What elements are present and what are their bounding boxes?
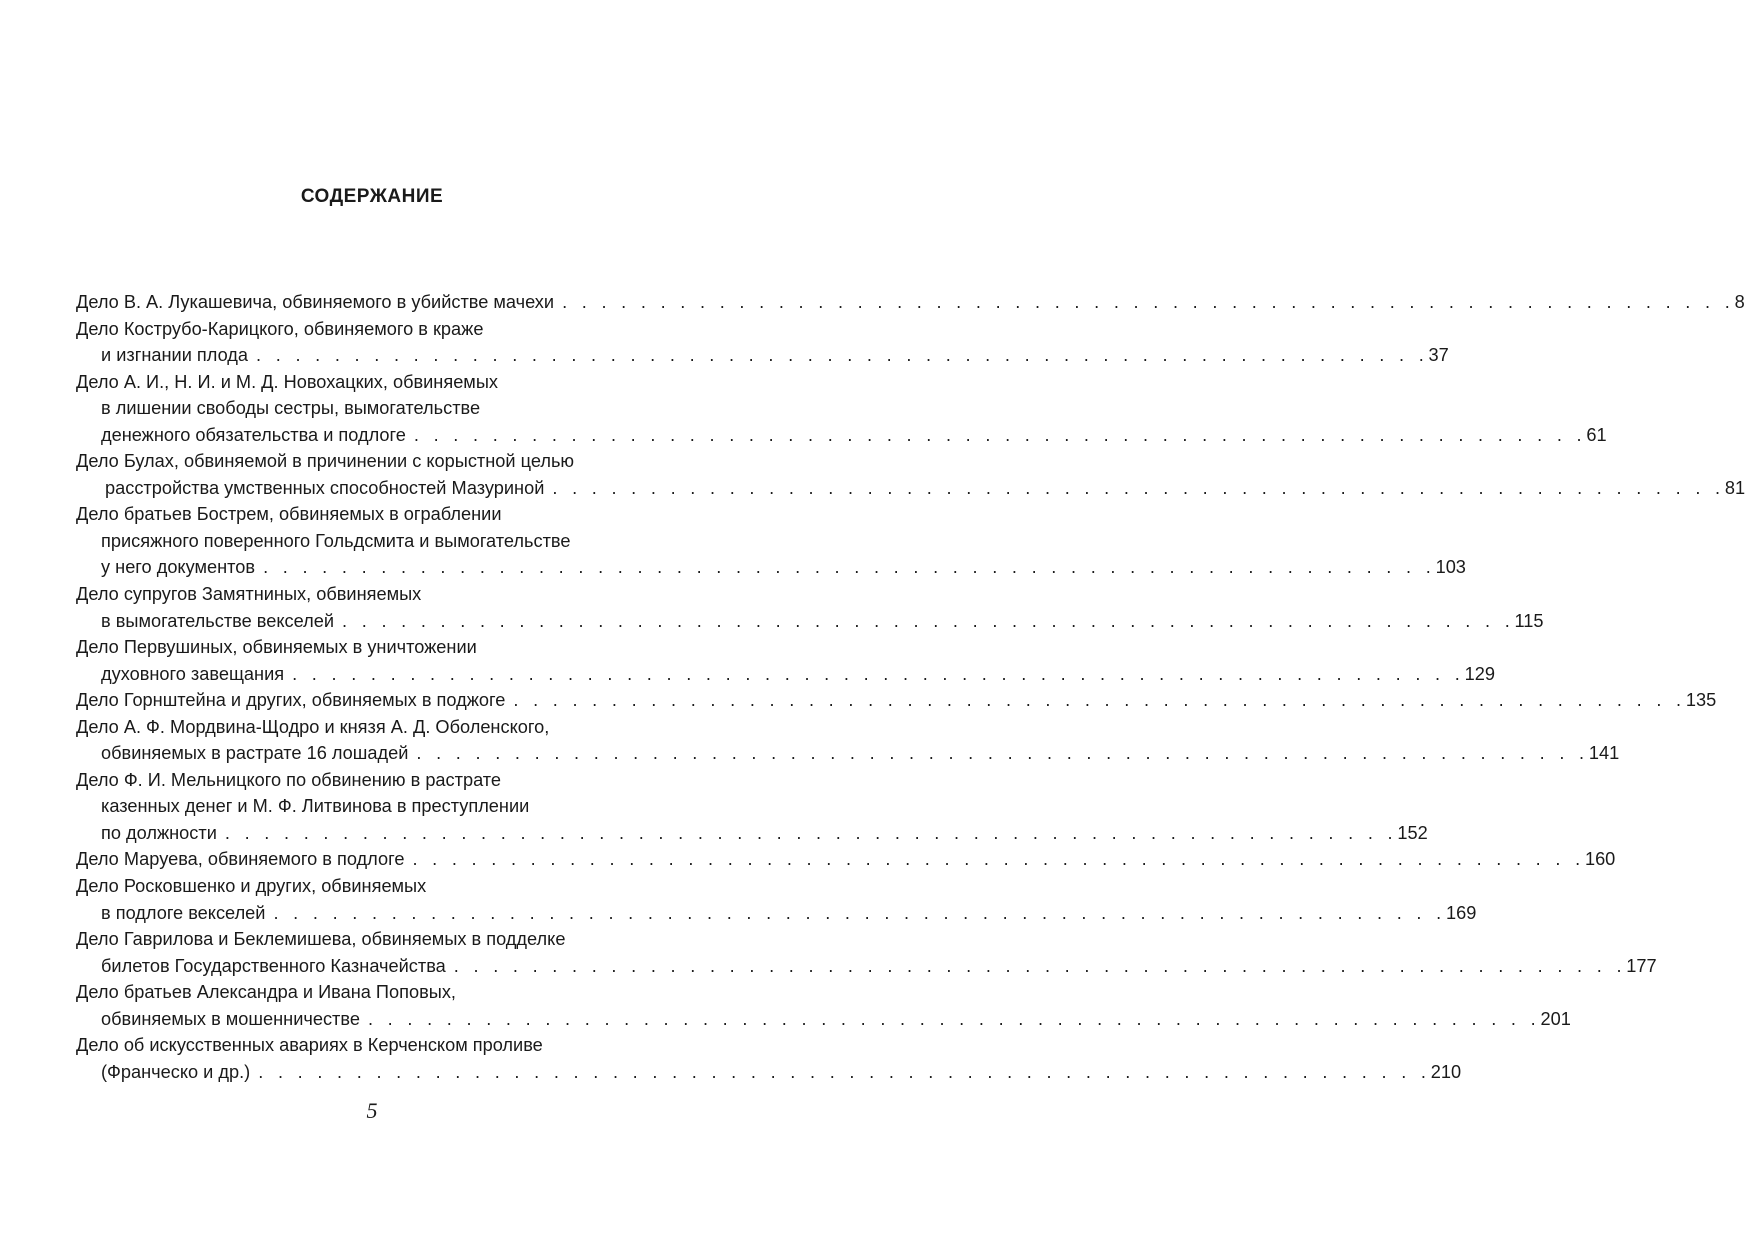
- toc-entry-text: Дело Гаврилова и Беклемишева, обвиняемых в подделке: [76, 929, 566, 950]
- toc-entry-text: расстройства умственных способностей Мазуриной: [105, 477, 545, 498]
- toc-entry-line: [76, 528, 668, 555]
- toc-entry-line: [76, 900, 1477, 927]
- dot-leader: . . . . . . . . . . . . . . . . . . . . . . . . . . . . . . . . . . . . . . . . . . . . . . . . . . . . . . . . . . . .: [453, 955, 1627, 976]
- toc-entry-line: [76, 395, 668, 422]
- toc-entry-line: [76, 608, 1544, 635]
- page-title: СОДЕРЖАНИЕ: [300, 186, 444, 207]
- toc-entry-text: Дело Ф. И. Мельницкого по обвинению в растрате: [76, 769, 502, 790]
- toc-entry-text: Дело Росковшенко и других, обвиняемых: [76, 876, 427, 897]
- toc-entry: [76, 289, 1745, 316]
- toc-entry-page: 141: [1588, 743, 1620, 764]
- toc-entry-page: 8: [1734, 292, 1745, 312]
- toc-entry-text: присяжного поверенного Гольдсмита и вымогательстве: [101, 530, 571, 551]
- dot-leader: . . . . . . . . . . . . . . . . . . . . . . . . . . . . . . . . . . . . . . . . . . . . . . . . . . . . . . . . . . . .: [256, 345, 1429, 366]
- toc-entry-line: [76, 793, 668, 820]
- toc-entry: [76, 316, 1449, 369]
- toc-entry: [76, 687, 1717, 714]
- toc-entry-text: Дело Первушиных, обвиняемых в уничтожении: [76, 637, 477, 658]
- toc-entry-page: 152: [1397, 822, 1428, 843]
- toc-entry-text: Дело Булах, обвиняемой в причинении с корыстной целью: [76, 451, 575, 472]
- toc-entry: [76, 846, 1616, 873]
- toc-entry: [76, 926, 1657, 979]
- dot-leader: . . . . . . . . . . . . . . . . . . . . . . . . . . . . . . . . . . . . . . . . . . . . . . . . . . . . . . . . . . . .: [342, 610, 1515, 631]
- toc-entry-text: Дело братьев Александра и Ивана Поповых,: [76, 982, 456, 1003]
- toc-entry-line: [76, 448, 668, 475]
- toc-entry-line: [76, 1059, 1462, 1086]
- toc-entry-line: [76, 661, 1495, 688]
- dot-leader: . . . . . . . . . . . . . . . . . . . . . . . . . . . . . . . . . . . . . . . . . . . . . . . . . . . . . . . . . . . .: [263, 557, 1436, 578]
- toc-entry-line: [76, 1006, 1571, 1033]
- toc-entry: [76, 979, 1571, 1032]
- dot-leader: . . . . . . . . . . . . . . . . . . . . . . . . . . . . . . . . . . . . . . . . . . . . . . . . . . . . . . . . . . . .: [367, 1008, 1541, 1029]
- toc-entry-text: по должности: [101, 822, 217, 843]
- toc-entry-line: [76, 740, 1620, 767]
- toc-entry: [76, 448, 1745, 501]
- dot-leader: . . . . . . . . . . . . . . . . . . . . . . . . . . . . . . . . . . . . . . . . . . . . . . . . . . . . . . . . . . . .: [562, 292, 1735, 312]
- toc-entry-text: Дело супругов Замятниных, обвиняемых: [76, 584, 422, 605]
- toc-entry-line: [76, 926, 668, 953]
- toc-entry-page: 177: [1626, 955, 1657, 976]
- toc-entry: [76, 767, 1428, 847]
- dot-leader: . . . . . . . . . . . . . . . . . . . . . . . . . . . . . . . . . . . . . . . . . . . . . . . . . . . . . . . . . . . .: [292, 663, 1465, 684]
- toc-entry-text: Дело В. А. Лукашевича, обвиняемого в убийстве мачехи: [76, 292, 555, 312]
- toc-entry-text: обвиняемых в растрате 16 лошадей: [101, 743, 409, 764]
- toc-entry-line: [76, 979, 668, 1006]
- toc-entry: [76, 714, 1620, 767]
- toc-entry-text: денежного обязательства и подлоге: [101, 424, 406, 445]
- toc-entry-text: в лишении свободы сестры, вымогательстве: [101, 398, 481, 419]
- toc-entry-page: 37: [1428, 345, 1449, 366]
- toc-entry-line: [76, 475, 1745, 502]
- toc-entry-line: [76, 342, 1449, 369]
- toc-entry-page: 160: [1584, 849, 1616, 870]
- toc-entry-line: [76, 1032, 668, 1059]
- toc-entry-page: 115: [1514, 610, 1544, 631]
- page-number: 5: [366, 1098, 378, 1123]
- toc-entry-text: Дело Маруева, обвиняемого в подлоге: [76, 849, 405, 870]
- toc-entry-line: [76, 581, 668, 608]
- toc-entry-line: [76, 873, 668, 900]
- toc-entry-line: [76, 820, 1428, 847]
- toc-entry-line: [76, 422, 1607, 449]
- table-of-contents: [76, 289, 1745, 1085]
- toc-entry-line: [76, 714, 668, 741]
- toc-entry-text: Дело А. Ф. Мордвина-Щодро и князя А. Д. Оболенского,: [76, 716, 550, 737]
- toc-entry-text: у него документов: [101, 557, 256, 578]
- toc-entry-page: 129: [1464, 663, 1495, 684]
- toc-entry-text: казенных денег и М. Ф. Литвинова в преступлении: [101, 796, 530, 817]
- toc-entry-text: Дело братьев Бострем, обвиняемых в ограблении: [76, 504, 502, 525]
- dot-leader: . . . . . . . . . . . . . . . . . . . . . . . . . . . . . . . . . . . . . . . . . . . . . . . . . . . . . . . . . . . .: [416, 743, 1589, 764]
- toc-entry-text: духовного завещания: [101, 663, 285, 684]
- toc-entry: [76, 1032, 1462, 1085]
- toc-entry-line: [76, 554, 1466, 581]
- toc-entry-text: в вымогательстве векселей: [101, 610, 335, 631]
- toc-entry: [76, 369, 1607, 449]
- dot-leader: . . . . . . . . . . . . . . . . . . . . . . . . . . . . . . . . . . . . . . . . . . . . . . . . . . . . . . . . . . . .: [513, 690, 1686, 711]
- toc-entry-line: [76, 634, 668, 661]
- toc-entry-text: Дело об искусственных авариях в Керченском проливе: [76, 1035, 543, 1056]
- toc-entry-text: Дело Кострубо-Карицкого, обвиняемого в краже: [76, 318, 484, 339]
- toc-entry-text: и изгнании плода: [101, 345, 249, 366]
- toc-entry-text: Дело А. И., Н. И. и М. Д. Новохацких, обвиняемых: [76, 371, 498, 392]
- toc-entry-line: [76, 687, 1717, 714]
- toc-entry-line: [76, 846, 1616, 873]
- toc-entry-page: 201: [1540, 1008, 1571, 1029]
- toc-entry-text: обвиняемых в мошенничестве: [101, 1008, 360, 1029]
- toc-entry-text: (Франческо и др.): [101, 1061, 251, 1082]
- dot-leader: . . . . . . . . . . . . . . . . . . . . . . . . . . . . . . . . . . . . . . . . . . . . . . . . . . . . . . . . . . . .: [273, 902, 1446, 923]
- toc-entry-text: в подлоге векселей: [101, 902, 266, 923]
- toc-entry: [76, 581, 1544, 634]
- toc-entry-line: [76, 316, 668, 343]
- toc-entry-line: [76, 369, 668, 396]
- toc-entry-text: Дело Горнштейна и других, обвиняемых в поджоге: [76, 690, 506, 711]
- toc-entry-line: [76, 767, 668, 794]
- dot-leader: . . . . . . . . . . . . . . . . . . . . . . . . . . . . . . . . . . . . . . . . . . . . . . . . . . . . . . . . . . . .: [413, 424, 1587, 445]
- toc-entry-text: билетов Государственного Казначейства: [101, 955, 446, 976]
- toc-entry-page: 210: [1430, 1061, 1462, 1082]
- toc-entry-line: [76, 953, 1657, 980]
- toc-entry-page: 103: [1435, 557, 1466, 578]
- toc-entry: [76, 501, 1466, 581]
- dot-leader: . . . . . . . . . . . . . . . . . . . . . . . . . . . . . . . . . . . . . . . . . . . . . . . . . . . . . . . . . . . .: [412, 849, 1585, 870]
- toc-entry-page: 169: [1445, 902, 1477, 923]
- toc-entry-line: [76, 501, 668, 528]
- toc-entry-page: 61: [1586, 424, 1607, 445]
- toc-entry: [76, 873, 1477, 926]
- toc-entry-line: [76, 289, 1745, 316]
- dot-leader: . . . . . . . . . . . . . . . . . . . . . . . . . . . . . . . . . . . . . . . . . . . . . . . . . . . . . . . . . . . .: [224, 822, 1398, 843]
- toc-entry-page: 81: [1724, 477, 1745, 498]
- dot-leader: . . . . . . . . . . . . . . . . . . . . . . . . . . . . . . . . . . . . . . . . . . . . . . . . . . . . . . . . . . . .: [552, 477, 1725, 498]
- dot-leader: . . . . . . . . . . . . . . . . . . . . . . . . . . . . . . . . . . . . . . . . . . . . . . . . . . . . . . . . . . . .: [258, 1061, 1431, 1082]
- toc-entry-page: 135: [1685, 690, 1717, 711]
- toc-entry: [76, 634, 1495, 687]
